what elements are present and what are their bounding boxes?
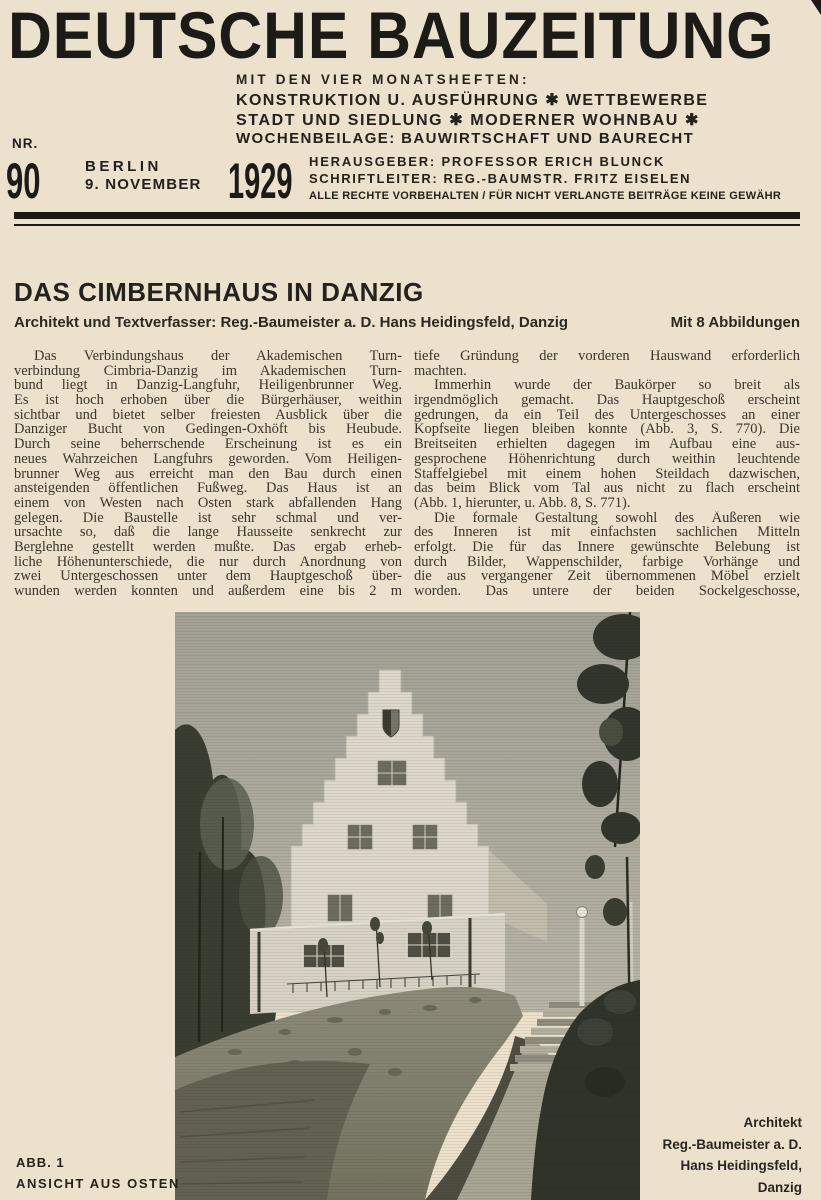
body-text-line: das beim Blick vom Tal aus nicht zu flach erscheint — [414, 481, 800, 496]
body-text-line: Durch seine beherrschende Erscheinung ist es ein — [14, 437, 402, 452]
issue-nr-label: NR. — [12, 136, 39, 151]
masthead-subtitle-line: WOCHENBEILAGE: BAUWIRTSCHAFT UND BAURECHT — [236, 130, 695, 147]
body-text-line: machten. — [414, 363, 467, 379]
body-text-line: Immerhin wurde der Baukörper so breit als — [434, 378, 800, 394]
body-text-line: gesprochene Höhenrichtung durch weithin leuchtende — [414, 451, 800, 467]
figure-caption-number: ABB. 1 — [16, 1155, 65, 1170]
caption-line: Architekt — [743, 1115, 802, 1130]
imprint-line: HERAUSGEBER: PROFESSOR ERICH BLUNCK — [309, 154, 666, 169]
body-text-line: Die formale Gestaltung sowohl des Äußeren wie — [434, 510, 800, 526]
body-text-line: Danziger Bucht von Gedingen-Oxhöft bis Heubude. — [14, 422, 402, 438]
masthead-title: DEUTSCHE BAUZEITUNG — [8, 0, 775, 72]
body-text-line: die aus vergangener Zeit übernommenen Möbel erzielt — [414, 569, 800, 584]
body-text-line: Breitseiten erhielten dagegen im Aufbau eine aus- — [414, 437, 800, 452]
body-text-line: wunden werden konnten und außerdem eine bis 2 m — [14, 584, 402, 599]
body-text-line: des Inneren ist mit einfachsten sachlichen Mitteln — [414, 525, 800, 540]
masthead-subtitle-line: KONSTRUKTION U. AUSFÜHRUNG ✱ WETTBEWERBE — [236, 92, 709, 109]
body-text-line: verbindung Cimbria-Danzig im Akademischen Turn- — [14, 363, 402, 379]
body-text-line: bund liegt in Danzig-Langfuhr, Heiligenbrunner Weg. — [14, 378, 402, 394]
masthead-rule-thin — [14, 224, 800, 226]
article-byline: Architekt und Textverfasser: Reg.-Baumeister a. D. Hans Heidingsfeld, Danzig — [14, 314, 569, 331]
page-corner-mark — [811, 0, 821, 15]
body-text-line: sichtbar und bietet selber freiesten Ausblick über die — [14, 407, 402, 423]
body-text-line: irgendmöglich gemacht. Das Hauptgeschoß erscheint — [414, 393, 800, 408]
body-text-line: neues Wahrzeichen Langfuhrs geworden. Vom Heiligen- — [14, 451, 402, 467]
body-column-right — [414, 349, 800, 599]
body-text-line: tiefe Gründung der vorderen Hauswand erforderlich — [414, 349, 800, 364]
body-text-line: worden. Das untere der beiden Sockelgeschosse, — [414, 584, 800, 599]
issue-date: 9. NOVEMBER — [85, 176, 202, 193]
body-text-line: durch Bilder, Wappenschilder, farbige Vorhänge und — [414, 554, 800, 570]
body-text-line: liche Höhenunterschiede, die nur durch Anordnung von — [14, 554, 402, 570]
body-text-line: Staffelgiebel mit einem hohen Steildach dazwischen, — [414, 466, 800, 482]
caption-line: Hans Heidingsfeld, — [680, 1158, 802, 1173]
body-column-left — [14, 349, 402, 599]
issue-year: 1929 — [228, 153, 293, 209]
body-text-line: einem von Westen nach Osten stark abfallenden Hang — [14, 495, 402, 511]
caption-line: Reg.-Baumeister a. D. — [662, 1136, 802, 1152]
figure-photo — [175, 612, 640, 1200]
body-text-line: erfolgt. Die für das Innere gewünschte Belebung ist — [414, 539, 800, 555]
body-text-line: Berglehne gestellt werden mußte. Das ergab erheb- — [14, 539, 402, 555]
figure-caption-title: ANSICHT AUS OSTEN — [16, 1176, 180, 1191]
body-text-line: (Abb. 1, hierunter, u. Abb. 8, S. 771). — [414, 495, 631, 511]
issue-city: BERLIN — [85, 158, 162, 175]
body-text-line: zwei Untergeschossen unter dem Hauptgeschoß über- — [14, 569, 402, 584]
caption-line: Danzig — [757, 1179, 802, 1195]
article-title: DAS CIMBERNHAUS IN DANZIG — [14, 277, 424, 307]
body-text-line: Das Verbindungshaus der Akademischen Turn- — [34, 349, 402, 364]
figure-caption-architect — [662, 1112, 802, 1198]
issue-number: 90 — [6, 153, 41, 209]
body-text-line: gelegen. Die Baustelle ist sehr schmal und ver- — [14, 510, 402, 526]
figures-note: Mit 8 Abbildungen — [670, 314, 800, 331]
masthead-rule-thick — [14, 212, 800, 219]
imprint-line: SCHRIFTLEITER: REG.-BAUMSTR. FRITZ EISELEN — [309, 171, 692, 186]
body-text-line: ursachte so, daß die lange Hausseite senkrecht zur — [14, 525, 402, 540]
masthead-subtitle-line: STADT UND SIEDLUNG ✱ MODERNER WOHNBAU ✱ — [236, 112, 701, 129]
body-text-line: Kopfseite liegen bleiben konnte (Abb. 3, S. 770). Die — [414, 422, 800, 438]
body-text-line: ansteigenden öffentlichen Fußweg. Das Haus ist an — [14, 481, 402, 496]
body-text-line: gedrungen, da ein Teil des Untergeschosses an einer — [414, 407, 800, 423]
imprint-line: ALLE RECHTE VORBEHALTEN / FÜR NICHT VERLANGTE BEITRÄGE KEINE GEWÄHR — [309, 190, 782, 202]
body-text-line: Es ist hoch erhoben über die Bürgerhäuser, weithin — [14, 393, 402, 408]
body-text-line: brunner Weg aus erreicht man den Bau durch einen — [14, 466, 402, 482]
masthead-subtitle-line: MIT DEN VIER MONATSHEFTEN: — [236, 72, 530, 87]
